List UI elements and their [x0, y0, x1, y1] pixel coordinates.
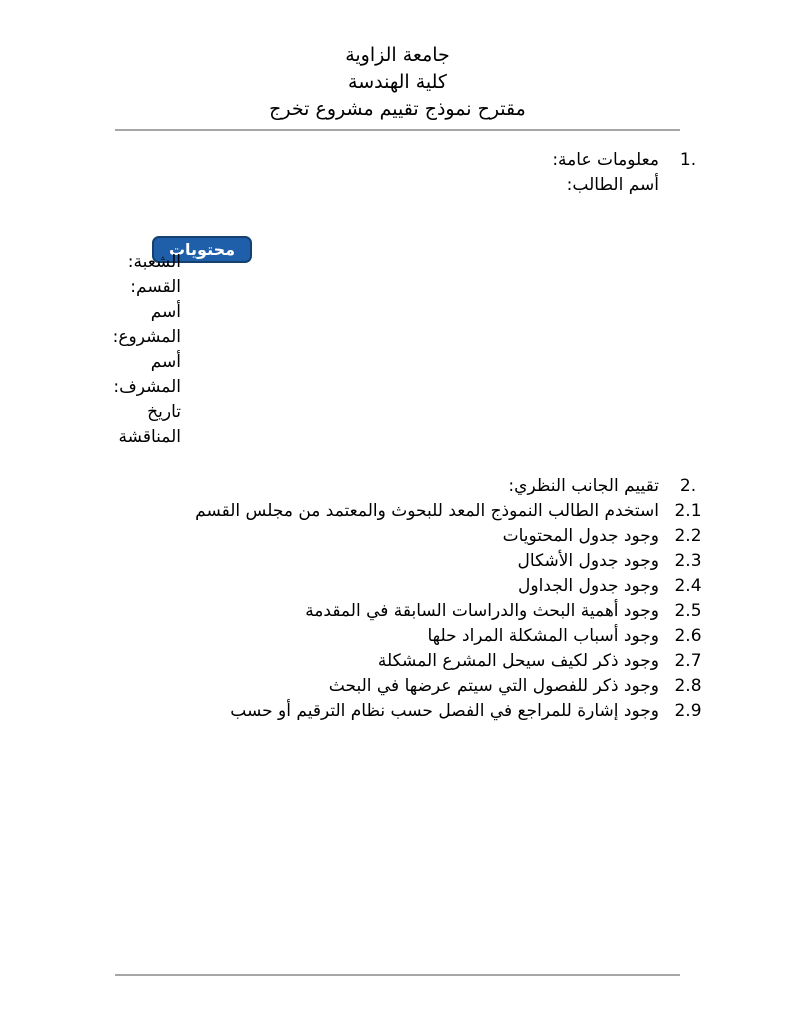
- list-item-number: 2.2: [674, 526, 702, 546]
- list-item-text: وجود ذكر للفصول التي سيتم عرضها في البحث: [328, 676, 659, 696]
- list-item: [95, 574, 705, 599]
- list-item-text: وجود جدول المحتويات: [502, 526, 659, 546]
- field-label-defense-date: تاريخ المناقشة: [118, 402, 181, 447]
- list-item-text: وجود إشارة للمراجع في الفصل حسب نظام الترقيم أو حسب: [230, 701, 659, 721]
- list-item: [95, 524, 705, 549]
- field-row-student-name: [95, 173, 705, 198]
- section-heading-general-info: [95, 148, 705, 173]
- header-line-title: مقترح نموذج تقييم مشروع تخرج: [269, 98, 526, 120]
- field-row-project-name: [95, 300, 705, 350]
- field-label-student-name: أسم الطالب:: [566, 175, 659, 195]
- list-item-text: وجود ذكر لكيف سيحل المشرع المشكلة: [377, 651, 659, 671]
- field-row-supervisor-name: [95, 350, 705, 400]
- general-info-section: [95, 148, 705, 198]
- list-item-number: 2.5: [674, 601, 702, 621]
- list-item-number: 2.3: [674, 551, 702, 571]
- list-item-text: وجود أهمية البحث والدراسات السابقة في المقدمة: [305, 601, 659, 621]
- section-number: 1.: [679, 150, 697, 170]
- list-item-number: 2.9: [674, 701, 702, 721]
- section-title-2: تقييم الجانب النظري:: [508, 476, 659, 496]
- list-item-number: 2.1: [674, 501, 702, 521]
- header-line-faculty: كلية الهندسة: [348, 71, 447, 93]
- list-item-number: 2.6: [674, 626, 702, 646]
- list-item-text: استخدم الطالب النموذج المعد للبحوث والمعتمد من مجلس القسم: [195, 501, 659, 521]
- field-label-project-name: أسم المشروع:: [112, 302, 181, 347]
- field-row-defense-date: [95, 400, 705, 450]
- field-label-department: القسم:: [130, 277, 181, 297]
- list-item-text: وجود جدول الأشكال: [517, 551, 659, 571]
- theoretical-evaluation-section: [95, 474, 705, 724]
- section-title: معلومات عامة:: [552, 150, 659, 170]
- field-label-supervisor-name: أسم المشرف:: [113, 352, 181, 397]
- list-item: [95, 499, 705, 524]
- field-row-department: [95, 275, 705, 300]
- section-number-2: 2.: [679, 476, 697, 496]
- list-item: [95, 599, 705, 624]
- header-line-university: جامعة الزاوية: [345, 44, 450, 66]
- list-item: [95, 624, 705, 649]
- contents-badge[interactable]: محتويات: [152, 236, 252, 263]
- list-item: [95, 699, 705, 724]
- header-divider: [115, 129, 680, 131]
- list-item-number: 2.8: [674, 676, 702, 696]
- general-info-fields: [95, 250, 705, 450]
- field-row-section: [95, 250, 705, 275]
- footer-divider: [115, 974, 680, 976]
- field-label-section: الشعبة:: [127, 252, 181, 272]
- document-header: [115, 42, 680, 123]
- list-item: [95, 649, 705, 674]
- list-item: [95, 674, 705, 699]
- list-item-text: وجود أسباب المشكلة المراد حلها: [427, 626, 659, 646]
- list-item-number: 2.7: [674, 651, 702, 671]
- list-item: [95, 549, 705, 574]
- list-item-number: 2.4: [674, 576, 702, 596]
- list-item-text: وجود جدول الجداول: [518, 576, 659, 596]
- section-heading-theoretical: [95, 474, 705, 499]
